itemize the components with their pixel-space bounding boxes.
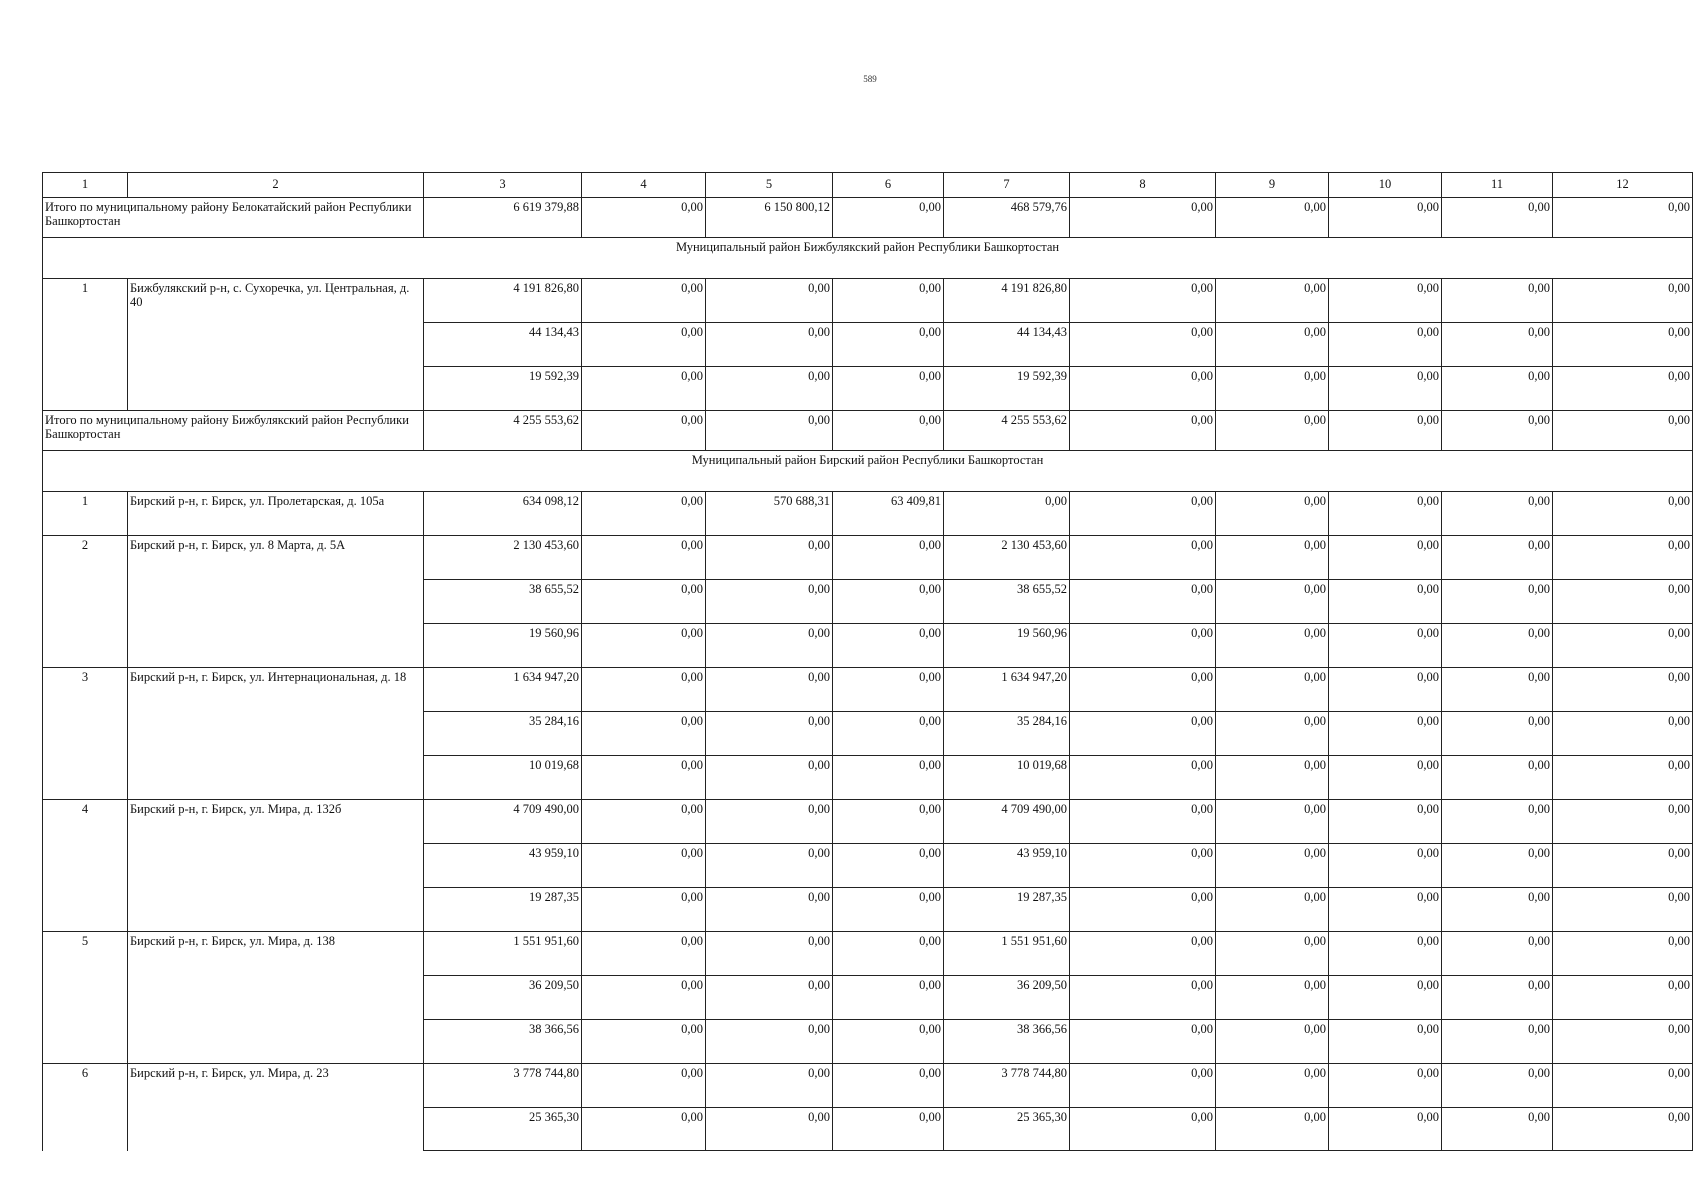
value-cell: 0,00 xyxy=(1553,756,1693,800)
value-cell: 0,00 xyxy=(1442,976,1553,1020)
value-cell: 0,00 xyxy=(582,712,706,756)
value-cell: 0,00 xyxy=(1329,624,1442,668)
value-cell: 0,00 xyxy=(1070,323,1216,367)
value-cell: 0,00 xyxy=(1553,367,1693,411)
value-cell: 44 134,43 xyxy=(944,323,1070,367)
section-title: Муниципальный район Бижбулякский район Республики Башкортостан xyxy=(43,238,1693,279)
value-cell: 36 209,50 xyxy=(424,976,582,1020)
row-number: 5 xyxy=(43,932,128,976)
value-cell: 2 130 453,60 xyxy=(944,536,1070,580)
value-cell: 4 255 553,62 xyxy=(424,411,582,451)
value-cell: 0,00 xyxy=(944,492,1070,536)
address-cell xyxy=(128,624,424,668)
value-cell: 0,00 xyxy=(1070,367,1216,411)
value-cell: 0,00 xyxy=(582,536,706,580)
value-cell: 0,00 xyxy=(582,668,706,712)
value-cell: 0,00 xyxy=(1442,888,1553,932)
row-number xyxy=(43,888,128,932)
address-cell: Бирский р-н, г. Бирск, ул. 8 Марта, д. 5А xyxy=(128,536,424,580)
value-cell: 0,00 xyxy=(1216,1020,1329,1064)
value-cell: 0,00 xyxy=(1329,712,1442,756)
value-cell: 0,00 xyxy=(1553,492,1693,536)
value-cell: 0,00 xyxy=(582,932,706,976)
value-cell: 0,00 xyxy=(1070,668,1216,712)
address-cell: Бижбулякский р-н, с. Сухоречка, ул. Центральная, д. 40 xyxy=(128,279,424,323)
address-cell xyxy=(128,844,424,888)
value-cell: 1 634 947,20 xyxy=(424,668,582,712)
row-number: 1 xyxy=(43,492,128,536)
value-cell: 0,00 xyxy=(706,1064,833,1108)
value-cell: 0,00 xyxy=(833,367,944,411)
value-cell: 0,00 xyxy=(1442,668,1553,712)
table-row xyxy=(43,624,1693,668)
value-cell: 0,00 xyxy=(1070,756,1216,800)
table-row xyxy=(43,756,1693,800)
value-cell: 0,00 xyxy=(706,668,833,712)
value-cell: 0,00 xyxy=(582,976,706,1020)
table-row xyxy=(43,580,1693,624)
value-cell: 0,00 xyxy=(1329,411,1442,451)
value-cell: 0,00 xyxy=(1070,411,1216,451)
value-cell: 0,00 xyxy=(833,976,944,1020)
value-cell: 10 019,68 xyxy=(424,756,582,800)
value-cell: 0,00 xyxy=(1553,932,1693,976)
value-cell: 0,00 xyxy=(1216,756,1329,800)
column-header: 8 xyxy=(1070,173,1216,198)
column-header: 7 xyxy=(944,173,1070,198)
table-row xyxy=(43,323,1693,367)
value-cell: 0,00 xyxy=(833,844,944,888)
value-cell: 0,00 xyxy=(1442,844,1553,888)
value-cell: 0,00 xyxy=(1553,888,1693,932)
column-header: 4 xyxy=(582,173,706,198)
value-cell: 634 098,12 xyxy=(424,492,582,536)
value-cell: 0,00 xyxy=(1553,668,1693,712)
value-cell: 468 579,76 xyxy=(944,198,1070,238)
value-cell: 0,00 xyxy=(582,1108,706,1151)
value-cell: 0,00 xyxy=(582,888,706,932)
data-table xyxy=(42,172,1693,1151)
value-cell: 0,00 xyxy=(833,279,944,323)
value-cell: 19 592,39 xyxy=(424,367,582,411)
value-cell: 0,00 xyxy=(706,712,833,756)
value-cell: 0,00 xyxy=(706,844,833,888)
value-cell: 0,00 xyxy=(582,198,706,238)
value-cell: 0,00 xyxy=(1329,279,1442,323)
value-cell: 0,00 xyxy=(833,536,944,580)
address-cell xyxy=(128,1108,424,1151)
value-cell: 0,00 xyxy=(582,323,706,367)
row-number xyxy=(43,844,128,888)
table-row xyxy=(43,536,1693,580)
value-cell: 0,00 xyxy=(582,756,706,800)
value-cell: 0,00 xyxy=(706,1020,833,1064)
value-cell: 0,00 xyxy=(1216,1064,1329,1108)
value-cell: 0,00 xyxy=(1553,976,1693,1020)
value-cell: 0,00 xyxy=(582,411,706,451)
value-cell: 0,00 xyxy=(706,580,833,624)
section-row xyxy=(43,451,1693,492)
value-cell: 570 688,31 xyxy=(706,492,833,536)
value-cell: 0,00 xyxy=(582,800,706,844)
value-cell: 63 409,81 xyxy=(833,492,944,536)
value-cell: 0,00 xyxy=(1442,1108,1553,1151)
total-row xyxy=(43,411,1693,451)
address-cell xyxy=(128,367,424,411)
value-cell: 38 366,56 xyxy=(424,1020,582,1064)
value-cell: 0,00 xyxy=(833,624,944,668)
value-cell: 0,00 xyxy=(1553,800,1693,844)
page-number: 589 xyxy=(863,74,877,84)
value-cell: 3 778 744,80 xyxy=(424,1064,582,1108)
row-number: 3 xyxy=(43,668,128,712)
value-cell: 0,00 xyxy=(1442,198,1553,238)
address-cell: Бирский р-н, г. Бирск, ул. Интернациональная, д. 18 xyxy=(128,668,424,712)
value-cell: 0,00 xyxy=(1216,492,1329,536)
value-cell: 0,00 xyxy=(582,580,706,624)
value-cell: 25 365,30 xyxy=(424,1108,582,1151)
value-cell: 0,00 xyxy=(1442,323,1553,367)
value-cell: 0,00 xyxy=(1442,932,1553,976)
row-number xyxy=(43,976,128,1020)
value-cell: 0,00 xyxy=(1442,756,1553,800)
value-cell: 4 709 490,00 xyxy=(944,800,1070,844)
value-cell: 0,00 xyxy=(1070,279,1216,323)
row-number xyxy=(43,580,128,624)
value-cell: 0,00 xyxy=(1553,1020,1693,1064)
value-cell: 0,00 xyxy=(1216,932,1329,976)
value-cell: 25 365,30 xyxy=(944,1108,1070,1151)
value-cell: 19 592,39 xyxy=(944,367,1070,411)
value-cell: 0,00 xyxy=(706,279,833,323)
table-row xyxy=(43,888,1693,932)
value-cell: 0,00 xyxy=(1442,1064,1553,1108)
value-cell: 1 634 947,20 xyxy=(944,668,1070,712)
value-cell: 0,00 xyxy=(1216,668,1329,712)
value-cell: 1 551 951,60 xyxy=(424,932,582,976)
address-cell xyxy=(128,976,424,1020)
row-number xyxy=(43,756,128,800)
value-cell: 0,00 xyxy=(833,198,944,238)
value-cell: 43 959,10 xyxy=(424,844,582,888)
row-number: 2 xyxy=(43,536,128,580)
value-cell: 0,00 xyxy=(1070,888,1216,932)
value-cell: 38 655,52 xyxy=(424,580,582,624)
value-cell: 19 560,96 xyxy=(944,624,1070,668)
value-cell: 0,00 xyxy=(1553,712,1693,756)
value-cell: 0,00 xyxy=(1329,932,1442,976)
table-row xyxy=(43,1108,1693,1151)
value-cell: 0,00 xyxy=(1442,712,1553,756)
address-cell: Бирский р-н, г. Бирск, ул. Пролетарская, д. 105а xyxy=(128,492,424,536)
value-cell: 0,00 xyxy=(706,932,833,976)
value-cell: 0,00 xyxy=(1442,580,1553,624)
value-cell: 4 191 826,80 xyxy=(424,279,582,323)
value-cell: 0,00 xyxy=(1070,976,1216,1020)
header-row xyxy=(43,173,1693,198)
value-cell: 4 709 490,00 xyxy=(424,800,582,844)
value-cell: 0,00 xyxy=(1553,624,1693,668)
value-cell: 44 134,43 xyxy=(424,323,582,367)
table-row xyxy=(43,932,1693,976)
column-header: 5 xyxy=(706,173,833,198)
value-cell: 0,00 xyxy=(1329,844,1442,888)
row-number: 6 xyxy=(43,1064,128,1108)
value-cell: 1 551 951,60 xyxy=(944,932,1070,976)
value-cell: 0,00 xyxy=(833,580,944,624)
section-title: Муниципальный район Бирский район Республики Башкортостан xyxy=(43,451,1693,492)
value-cell: 0,00 xyxy=(706,624,833,668)
row-number: 1 xyxy=(43,279,128,323)
value-cell: 0,00 xyxy=(706,976,833,1020)
value-cell: 2 130 453,60 xyxy=(424,536,582,580)
value-cell: 0,00 xyxy=(1216,1108,1329,1151)
total-label: Итого по муниципальному району Белокатайский район Республики Башкортостан xyxy=(43,198,424,238)
value-cell: 0,00 xyxy=(582,844,706,888)
value-cell: 0,00 xyxy=(1329,536,1442,580)
column-header: 10 xyxy=(1329,173,1442,198)
table-row xyxy=(43,492,1693,536)
value-cell: 0,00 xyxy=(1216,536,1329,580)
value-cell: 0,00 xyxy=(1329,580,1442,624)
value-cell: 0,00 xyxy=(582,492,706,536)
value-cell: 0,00 xyxy=(1070,1108,1216,1151)
value-cell: 0,00 xyxy=(1442,492,1553,536)
value-cell: 0,00 xyxy=(1070,198,1216,238)
value-cell: 4 255 553,62 xyxy=(944,411,1070,451)
value-cell: 0,00 xyxy=(1329,756,1442,800)
value-cell: 0,00 xyxy=(1329,323,1442,367)
table-row xyxy=(43,800,1693,844)
value-cell: 0,00 xyxy=(1329,976,1442,1020)
table-row xyxy=(43,712,1693,756)
value-cell: 0,00 xyxy=(1216,976,1329,1020)
value-cell: 0,00 xyxy=(706,536,833,580)
value-cell: 0,00 xyxy=(1070,580,1216,624)
row-number xyxy=(43,712,128,756)
table-row xyxy=(43,1020,1693,1064)
value-cell: 36 209,50 xyxy=(944,976,1070,1020)
total-label: Итого по муниципальному району Бижбулякский район Республики Башкортостан xyxy=(43,411,424,451)
value-cell: 0,00 xyxy=(1216,367,1329,411)
value-cell: 0,00 xyxy=(1070,844,1216,888)
value-cell: 0,00 xyxy=(1070,624,1216,668)
value-cell: 0,00 xyxy=(833,888,944,932)
column-header: 3 xyxy=(424,173,582,198)
value-cell: 19 560,96 xyxy=(424,624,582,668)
value-cell: 0,00 xyxy=(1216,323,1329,367)
table-row xyxy=(43,844,1693,888)
table-row xyxy=(43,668,1693,712)
value-cell: 19 287,35 xyxy=(424,888,582,932)
value-cell: 0,00 xyxy=(1329,492,1442,536)
value-cell: 0,00 xyxy=(1216,712,1329,756)
value-cell: 0,00 xyxy=(1329,800,1442,844)
address-cell xyxy=(128,712,424,756)
table-row xyxy=(43,976,1693,1020)
value-cell: 3 778 744,80 xyxy=(944,1064,1070,1108)
value-cell: 35 284,16 xyxy=(944,712,1070,756)
value-cell: 38 366,56 xyxy=(944,1020,1070,1064)
value-cell: 0,00 xyxy=(1070,800,1216,844)
value-cell: 0,00 xyxy=(1329,1064,1442,1108)
value-cell: 0,00 xyxy=(706,888,833,932)
row-number xyxy=(43,367,128,411)
address-cell xyxy=(128,1020,424,1064)
value-cell: 0,00 xyxy=(1442,800,1553,844)
value-cell: 0,00 xyxy=(1329,1108,1442,1151)
address-cell xyxy=(128,756,424,800)
value-cell: 0,00 xyxy=(1442,367,1553,411)
value-cell: 0,00 xyxy=(833,932,944,976)
value-cell: 0,00 xyxy=(1329,668,1442,712)
address-cell xyxy=(128,580,424,624)
value-cell: 0,00 xyxy=(833,1064,944,1108)
value-cell: 0,00 xyxy=(582,279,706,323)
value-cell: 0,00 xyxy=(1329,1020,1442,1064)
row-number: 4 xyxy=(43,800,128,844)
column-header: 6 xyxy=(833,173,944,198)
value-cell: 0,00 xyxy=(706,1108,833,1151)
value-cell: 0,00 xyxy=(582,1064,706,1108)
value-cell: 0,00 xyxy=(1070,712,1216,756)
value-cell: 0,00 xyxy=(1070,932,1216,976)
address-cell xyxy=(128,323,424,367)
value-cell: 0,00 xyxy=(833,1108,944,1151)
value-cell: 0,00 xyxy=(1553,1064,1693,1108)
value-cell: 0,00 xyxy=(833,411,944,451)
column-header: 11 xyxy=(1442,173,1553,198)
value-cell: 0,00 xyxy=(1329,198,1442,238)
value-cell: 0,00 xyxy=(1553,323,1693,367)
value-cell: 38 655,52 xyxy=(944,580,1070,624)
value-cell: 0,00 xyxy=(1442,1020,1553,1064)
value-cell: 0,00 xyxy=(582,624,706,668)
value-cell: 0,00 xyxy=(1553,536,1693,580)
value-cell: 35 284,16 xyxy=(424,712,582,756)
address-cell: Бирский р-н, г. Бирск, ул. Мира, д. 138 xyxy=(128,932,424,976)
row-number xyxy=(43,624,128,668)
value-cell: 0,00 xyxy=(833,1020,944,1064)
value-cell: 0,00 xyxy=(706,756,833,800)
value-cell: 0,00 xyxy=(1216,844,1329,888)
value-cell: 0,00 xyxy=(833,712,944,756)
value-cell: 0,00 xyxy=(1442,279,1553,323)
value-cell: 0,00 xyxy=(1442,411,1553,451)
value-cell: 0,00 xyxy=(1070,536,1216,580)
value-cell: 10 019,68 xyxy=(944,756,1070,800)
value-cell: 19 287,35 xyxy=(944,888,1070,932)
value-cell: 43 959,10 xyxy=(944,844,1070,888)
value-cell: 0,00 xyxy=(706,323,833,367)
column-header: 1 xyxy=(43,173,128,198)
table-row xyxy=(43,1064,1693,1108)
value-cell: 0,00 xyxy=(833,756,944,800)
value-cell: 0,00 xyxy=(1329,888,1442,932)
value-cell: 0,00 xyxy=(1216,411,1329,451)
value-cell: 0,00 xyxy=(1216,580,1329,624)
row-number xyxy=(43,1020,128,1064)
value-cell: 0,00 xyxy=(706,800,833,844)
value-cell: 0,00 xyxy=(1216,279,1329,323)
total-row xyxy=(43,198,1693,238)
address-cell: Бирский р-н, г. Бирск, ул. Мира, д. 23 xyxy=(128,1064,424,1108)
column-header: 9 xyxy=(1216,173,1329,198)
value-cell: 4 191 826,80 xyxy=(944,279,1070,323)
value-cell: 0,00 xyxy=(582,1020,706,1064)
value-cell: 0,00 xyxy=(1442,536,1553,580)
value-cell: 0,00 xyxy=(1553,580,1693,624)
value-cell: 0,00 xyxy=(1216,198,1329,238)
value-cell: 0,00 xyxy=(1553,844,1693,888)
value-cell: 0,00 xyxy=(1329,367,1442,411)
column-header: 12 xyxy=(1553,173,1693,198)
value-cell: 0,00 xyxy=(833,668,944,712)
table-row xyxy=(43,367,1693,411)
value-cell: 0,00 xyxy=(1216,888,1329,932)
value-cell: 0,00 xyxy=(706,367,833,411)
value-cell: 0,00 xyxy=(1216,800,1329,844)
section-row xyxy=(43,238,1693,279)
value-cell: 0,00 xyxy=(1442,624,1553,668)
row-number xyxy=(43,323,128,367)
value-cell: 0,00 xyxy=(1070,1064,1216,1108)
value-cell: 0,00 xyxy=(833,323,944,367)
value-cell: 0,00 xyxy=(1553,198,1693,238)
address-cell: Бирский р-н, г. Бирск, ул. Мира, д. 132б xyxy=(128,800,424,844)
value-cell: 0,00 xyxy=(1553,1108,1693,1151)
value-cell: 6 619 379,88 xyxy=(424,198,582,238)
column-header: 2 xyxy=(128,173,424,198)
value-cell: 0,00 xyxy=(1070,1020,1216,1064)
row-number xyxy=(43,1108,128,1151)
value-cell: 0,00 xyxy=(706,411,833,451)
table-row xyxy=(43,279,1693,323)
value-cell: 0,00 xyxy=(1216,624,1329,668)
value-cell: 0,00 xyxy=(1070,492,1216,536)
value-cell: 0,00 xyxy=(582,367,706,411)
value-cell: 6 150 800,12 xyxy=(706,198,833,238)
address-cell xyxy=(128,888,424,932)
value-cell: 0,00 xyxy=(833,800,944,844)
value-cell: 0,00 xyxy=(1553,411,1693,451)
value-cell: 0,00 xyxy=(1553,279,1693,323)
